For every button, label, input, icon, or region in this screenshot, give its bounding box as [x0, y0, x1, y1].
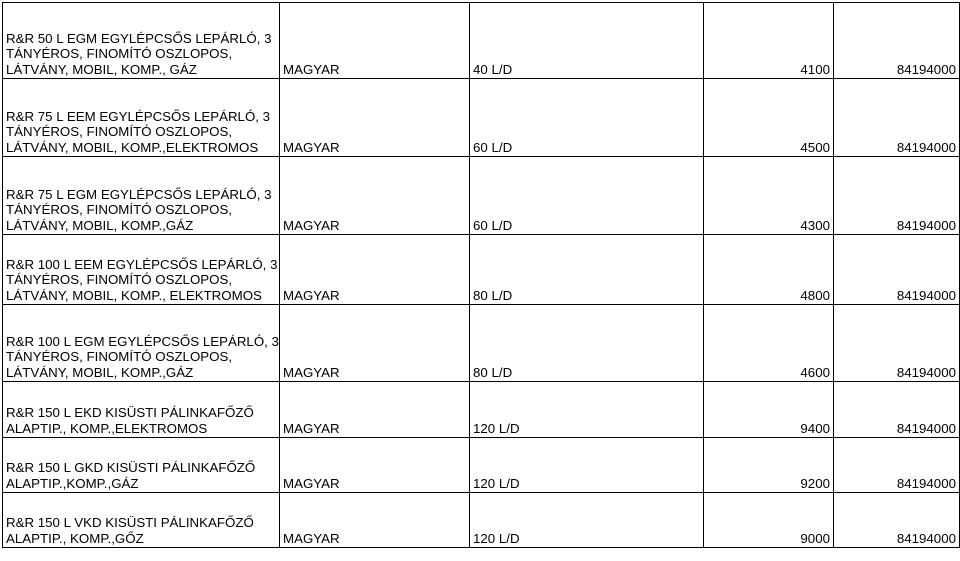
product-name-line: R&R 100 L EGM EGYLÉPCSŐS LEPÁRLÓ, 3: [6, 333, 279, 349]
table-row: [3, 305, 960, 382]
product-name-line: TÁNYÉROS, FINOMÍTÓ OSZLOPOS,: [6, 272, 233, 287]
capacity-cell: 120 L/D: [470, 438, 704, 493]
capacity-cell: 120 L/D: [470, 382, 704, 438]
table-row: [3, 493, 960, 548]
customs-code-cell: 84194000: [834, 305, 960, 382]
customs-code-cell: 84194000: [834, 493, 960, 548]
product-name-cell: [3, 438, 280, 493]
capacity-cell: 120 L/D: [470, 493, 704, 548]
customs-code-cell: 84194000: [834, 438, 960, 493]
table-row: [3, 438, 960, 493]
product-name-cell: [3, 382, 280, 438]
product-name-line: LÁTVÁNY, MOBIL, KOMP.,ELEKTROMOS: [6, 139, 259, 155]
product-name-line: TÁNYÉROS, FINOMÍTÓ OSZLOPOS,: [6, 349, 233, 364]
product-name-cell: [3, 235, 280, 305]
product-name-line: LÁTVÁNY, MOBIL, KOMP.,GÁZ: [6, 364, 194, 380]
product-name-line: LÁTVÁNY, MOBIL, KOMP., ELEKTROMOS: [6, 287, 262, 303]
price-cell: 9400: [704, 382, 834, 438]
origin-cell: MAGYAR: [280, 305, 470, 382]
capacity-cell: 60 L/D: [470, 79, 704, 157]
product-name-line: LÁTVÁNY, MOBIL, KOMP., GÁZ: [6, 61, 197, 77]
origin-cell: MAGYAR: [280, 493, 470, 548]
product-name-cell: [3, 79, 280, 157]
price-cell: 4300: [704, 157, 834, 235]
product-name-line: ALAPTIP.,KOMP.,GÁZ: [6, 475, 139, 491]
product-name-cell: [3, 493, 280, 548]
customs-code-cell: 84194000: [834, 382, 960, 438]
table-row: [3, 157, 960, 235]
product-name-line: TÁNYÉROS, FINOMÍTÓ OSZLOPOS,: [6, 202, 233, 217]
product-name-line: ALAPTIP., KOMP.,ELEKTROMOS: [6, 420, 208, 436]
product-name-line: ALAPTIP., KOMP.,GŐZ: [6, 530, 144, 546]
product-name-line: TÁNYÉROS, FINOMÍTÓ OSZLOPOS,: [6, 124, 233, 139]
table-row: [3, 79, 960, 157]
customs-code-cell: 84194000: [834, 79, 960, 157]
table-row: [3, 235, 960, 305]
product-name-line: R&R 150 L EKD KISÜSTI PÁLINKAFŐZŐ: [6, 405, 254, 420]
price-cell: 4100: [704, 3, 834, 79]
origin-cell: MAGYAR: [280, 382, 470, 438]
product-name-cell: [3, 305, 280, 382]
origin-cell: MAGYAR: [280, 3, 470, 79]
product-name-cell: [3, 157, 280, 235]
capacity-cell: 80 L/D: [470, 305, 704, 382]
price-cell: 4800: [704, 235, 834, 305]
customs-code-cell: 84194000: [834, 157, 960, 235]
price-cell: 4600: [704, 305, 834, 382]
product-name-line: R&R 75 L EEM EGYLÉPCSŐS LEPÁRLÓ, 3: [6, 108, 271, 124]
capacity-cell: 60 L/D: [470, 157, 704, 235]
product-name-line: R&R 100 L EEM EGYLÉPCSŐS LEPÁRLÓ, 3: [6, 256, 278, 272]
product-name-line: R&R 150 L VKD KISÜSTI PÁLINKAFŐZŐ: [6, 515, 254, 530]
price-cell: 9000: [704, 493, 834, 548]
table-row: [3, 382, 960, 438]
product-name-line: R&R 75 L EGM EGYLÉPCSŐS LEPÁRLÓ, 3: [6, 186, 272, 202]
customs-code-cell: 84194000: [834, 235, 960, 305]
capacity-cell: 40 L/D: [470, 3, 704, 79]
product-name-line: R&R 150 L GKD KISÜSTI PÁLINKAFŐZŐ: [6, 460, 256, 475]
origin-cell: MAGYAR: [280, 438, 470, 493]
customs-code-cell: 84194000: [834, 3, 960, 79]
origin-cell: MAGYAR: [280, 235, 470, 305]
table-row: [3, 3, 960, 79]
price-list-table: [2, 2, 960, 548]
origin-cell: MAGYAR: [280, 157, 470, 235]
price-cell: 4500: [704, 79, 834, 157]
product-name-line: LÁTVÁNY, MOBIL, KOMP.,GÁZ: [6, 217, 194, 233]
product-name-cell: [3, 3, 280, 79]
price-cell: 9200: [704, 438, 834, 493]
product-name-line: TÁNYÉROS, FINOMÍTÓ OSZLOPOS,: [6, 46, 233, 61]
product-name-line: R&R 50 L EGM EGYLÉPCSŐS LEPÁRLÓ, 3: [6, 30, 272, 46]
capacity-cell: 80 L/D: [470, 235, 704, 305]
origin-cell: MAGYAR: [280, 79, 470, 157]
